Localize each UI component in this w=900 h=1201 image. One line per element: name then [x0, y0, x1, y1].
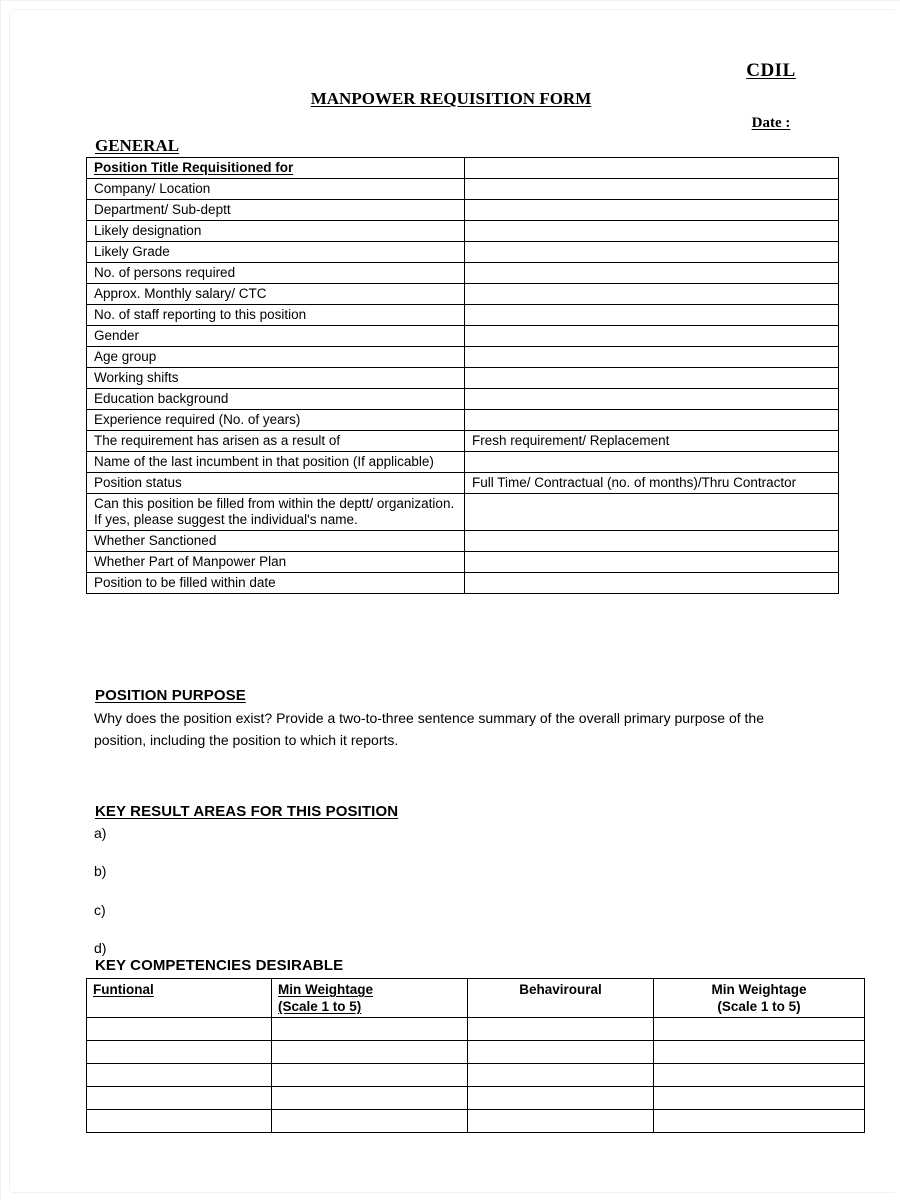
- cell-functional[interactable]: [87, 1110, 272, 1133]
- row-label-education-background: Education background: [87, 389, 465, 410]
- cell-min-weightage-functional[interactable]: [272, 1041, 468, 1064]
- cell-min-weightage-behavioural[interactable]: [654, 1041, 865, 1064]
- row-value-education-background[interactable]: [465, 389, 839, 410]
- column-header-behavioural: [468, 979, 654, 1018]
- row-value-company-location[interactable]: [465, 179, 839, 200]
- table-row: [87, 573, 839, 594]
- row-label-last-incumbent: Name of the last incumbent in that position (If applicable): [87, 452, 465, 473]
- table-row: [87, 410, 839, 431]
- row-value-requirement-reason[interactable]: Fresh requirement/ Replacement: [465, 431, 839, 452]
- row-label-internal-fill: Can this position be filled from within the deptt/ organization. If yes, please suggest the individual's name.: [87, 494, 465, 531]
- table-row: [87, 158, 839, 179]
- row-value-monthly-salary[interactable]: [465, 284, 839, 305]
- table-row: [87, 531, 839, 552]
- cell-min-weightage-functional[interactable]: [272, 1087, 468, 1110]
- table-row: [87, 200, 839, 221]
- cell-behavioural[interactable]: [468, 1041, 654, 1064]
- row-label-staff-reporting: No. of staff reporting to this position: [87, 305, 465, 326]
- table-row: [87, 263, 839, 284]
- date-label: Date :: [751, 115, 791, 131]
- row-value-department[interactable]: [465, 200, 839, 221]
- table-row: [87, 431, 839, 452]
- row-label-requirement-reason: The requirement has arisen as a result of: [87, 431, 465, 452]
- cell-behavioural[interactable]: [468, 1087, 654, 1110]
- column-header-min-weightage-functional: [272, 979, 468, 1018]
- row-label-likely-designation: Likely designation: [87, 221, 465, 242]
- table-row: [87, 179, 839, 200]
- cell-min-weightage-functional[interactable]: [272, 1064, 468, 1087]
- row-label-likely-grade: Likely Grade: [87, 242, 465, 263]
- table-row: [87, 552, 839, 573]
- kra-item-a[interactable]: a): [94, 825, 107, 841]
- table-row: [87, 1110, 865, 1133]
- table-row: [87, 347, 839, 368]
- table-row: [87, 242, 839, 263]
- document-content: [1, 1, 900, 1201]
- row-value-fill-by-date[interactable]: [465, 573, 839, 594]
- table-row: [87, 284, 839, 305]
- cell-min-weightage-behavioural[interactable]: [654, 1110, 865, 1133]
- section-heading-key-result-areas: KEY RESULT AREAS FOR THIS POSITION: [95, 803, 399, 820]
- row-label-persons-required: No. of persons required: [87, 263, 465, 284]
- table-row: [87, 1018, 865, 1041]
- row-label-monthly-salary: Approx. Monthly salary/ CTC: [87, 284, 465, 305]
- row-label-department: Department/ Sub-deptt: [87, 200, 465, 221]
- row-value-position-title[interactable]: [465, 158, 839, 179]
- row-value-likely-grade[interactable]: [465, 242, 839, 263]
- table-row: [87, 1064, 865, 1087]
- row-label-company-location: Company/ Location: [87, 179, 465, 200]
- row-value-working-shifts[interactable]: [465, 368, 839, 389]
- row-value-gender[interactable]: [465, 326, 839, 347]
- table-row: [87, 368, 839, 389]
- row-value-last-incumbent[interactable]: [465, 452, 839, 473]
- general-table-body: [87, 158, 839, 594]
- competencies-table-head: [87, 979, 865, 1018]
- column-header-min-weightage-functional-line1: Min Weightage: [278, 982, 374, 997]
- company-logo: CDIL: [746, 63, 796, 81]
- row-value-staff-reporting[interactable]: [465, 305, 839, 326]
- row-value-manpower-plan[interactable]: [465, 552, 839, 573]
- page-title: MANPOWER REQUISITION FORM: [310, 89, 592, 108]
- kra-item-d[interactable]: d): [94, 940, 107, 956]
- cell-behavioural[interactable]: [468, 1064, 654, 1087]
- table-row: [87, 221, 839, 242]
- key-competencies-table: [86, 978, 865, 1133]
- table-row: [87, 305, 839, 326]
- row-value-age-group[interactable]: [465, 347, 839, 368]
- cell-functional[interactable]: [87, 1041, 272, 1064]
- table-row: [87, 1087, 865, 1110]
- row-label-experience-required: Experience required (No. of years): [87, 410, 465, 431]
- cell-behavioural[interactable]: [468, 1018, 654, 1041]
- general-info-table: [86, 157, 839, 594]
- row-value-internal-fill[interactable]: [465, 494, 839, 531]
- column-header-min-weightage-behavioural: [654, 979, 865, 1018]
- cell-functional[interactable]: [87, 1018, 272, 1041]
- position-purpose-text: Why does the position exist? Provide a two-to-three sentence summary of the overall primary purpose of the position, including the position to which it reports.: [94, 710, 764, 748]
- cell-min-weightage-behavioural[interactable]: [654, 1087, 865, 1110]
- row-value-whether-sanctioned[interactable]: [465, 531, 839, 552]
- row-label-working-shifts: Working shifts: [87, 368, 465, 389]
- row-label-position-title: Position Title Requisitioned for: [87, 158, 465, 179]
- row-label-age-group: Age group: [87, 347, 465, 368]
- column-header-min-weightage-behavioural-line1: Min Weightage: [711, 982, 807, 997]
- row-value-position-status[interactable]: Full Time/ Contractual (no. of months)/Thru Contractor: [465, 473, 839, 494]
- row-value-persons-required[interactable]: [465, 263, 839, 284]
- row-label-position-status: Position status: [87, 473, 465, 494]
- column-header-behavioural-line1: Behaviroural: [519, 982, 602, 997]
- row-label-gender: Gender: [87, 326, 465, 347]
- kra-item-c[interactable]: c): [94, 902, 106, 918]
- section-heading-position-purpose: POSITION PURPOSE: [95, 687, 246, 704]
- table-row: [87, 326, 839, 347]
- competencies-table-body: [87, 1018, 865, 1133]
- cell-min-weightage-behavioural[interactable]: [654, 1064, 865, 1087]
- row-label-whether-sanctioned: Whether Sanctioned: [87, 531, 465, 552]
- cell-functional[interactable]: [87, 1064, 272, 1087]
- cell-functional[interactable]: [87, 1087, 272, 1110]
- column-header-functional-line1: Funtional: [93, 982, 154, 997]
- row-value-likely-designation[interactable]: [465, 221, 839, 242]
- table-header-row: [87, 979, 865, 1018]
- row-label-fill-by-date: Position to be filled within date: [87, 573, 465, 594]
- table-row: [87, 452, 839, 473]
- table-row: [87, 473, 839, 494]
- kra-item-b[interactable]: b): [94, 863, 107, 879]
- table-row: [87, 389, 839, 410]
- section-heading-general: GENERAL: [95, 136, 180, 155]
- cell-behavioural[interactable]: [468, 1110, 654, 1133]
- table-row: [87, 1041, 865, 1064]
- row-label-manpower-plan: Whether Part of Manpower Plan: [87, 552, 465, 573]
- column-header-min-weightage-functional-line2: (Scale 1 to 5): [278, 999, 362, 1014]
- cell-min-weightage-behavioural[interactable]: [654, 1018, 865, 1041]
- section-heading-key-competencies: KEY COMPETENCIES DESIRABLE: [95, 957, 344, 974]
- cell-min-weightage-functional[interactable]: [272, 1018, 468, 1041]
- row-value-experience-required[interactable]: [465, 410, 839, 431]
- cell-min-weightage-functional[interactable]: [272, 1110, 468, 1133]
- column-header-min-weightage-behavioural-line2: (Scale 1 to 5): [717, 999, 801, 1014]
- table-row: [87, 494, 839, 531]
- column-header-functional: [87, 979, 272, 1018]
